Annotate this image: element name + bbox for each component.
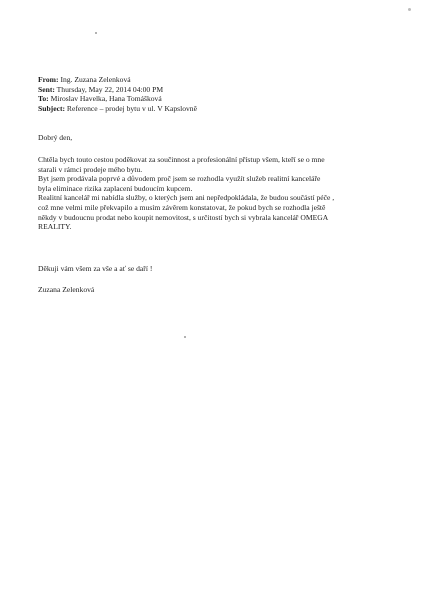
- sent-value: Thursday, May 22, 2014 04:00 PM: [56, 84, 164, 94]
- scan-speck: [408, 8, 411, 11]
- subject-value: Reference – prodej bytu v ul. V Kapslovně: [66, 103, 197, 113]
- email-header: [38, 75, 398, 113]
- letter-greeting: [38, 133, 388, 143]
- signature-text: Zuzana Zelenková: [38, 285, 95, 294]
- to-row: [38, 94, 398, 104]
- sent-row: [38, 85, 398, 95]
- scan-speck: [95, 32, 97, 34]
- body-line: Byt jsem prodávala poprvé a důvodem proč jsem se rozhodla využít služeb realitní kanceláře: [38, 174, 321, 184]
- body-line: byla eliminace rizika zaplacení budoucím kupcem.: [38, 183, 193, 193]
- subject-label: Subject:: [38, 103, 65, 113]
- body-line: což mne velmi mile překvapilo a musím závěrem konstatovat, že pokud bych se rozhodla ještě: [38, 202, 326, 212]
- thanks-text: Děkuji vám všem za vše a ať se daří !: [38, 264, 153, 273]
- letter-signature: [38, 285, 388, 295]
- subject-row: [38, 104, 398, 114]
- body-line: někdy v budoucnu prodat nebo koupit nemovitost, s určitostí bych si vybrala kancelář OMEGA: [38, 212, 329, 222]
- from-row: [38, 75, 398, 85]
- body-line: REALITY.: [38, 222, 72, 232]
- body-line: starali v rámci prodeje mého bytu.: [38, 164, 143, 174]
- greeting-text: Dobrý den,: [38, 133, 73, 142]
- sent-label: Sent:: [38, 84, 55, 94]
- letter-thanks: [38, 264, 388, 274]
- to-label: To:: [38, 94, 49, 104]
- body-line: Realitní kancelář mi nabídla služby, o kterých jsem ani nepředpokládala, že budou součástí péče ,: [38, 193, 335, 203]
- from-value: Ing. Zuzana Zelenková: [60, 75, 131, 84]
- from-label: From:: [38, 75, 59, 84]
- letter-body: [38, 155, 388, 232]
- scan-speck: [184, 336, 186, 338]
- body-line: Chtěla bych touto cestou poděkovat za součinnost a profesionální přístup všem, kteří se o mne: [38, 155, 325, 164]
- to-value: Miroslav Havelka, Hana Tomášková: [50, 94, 162, 104]
